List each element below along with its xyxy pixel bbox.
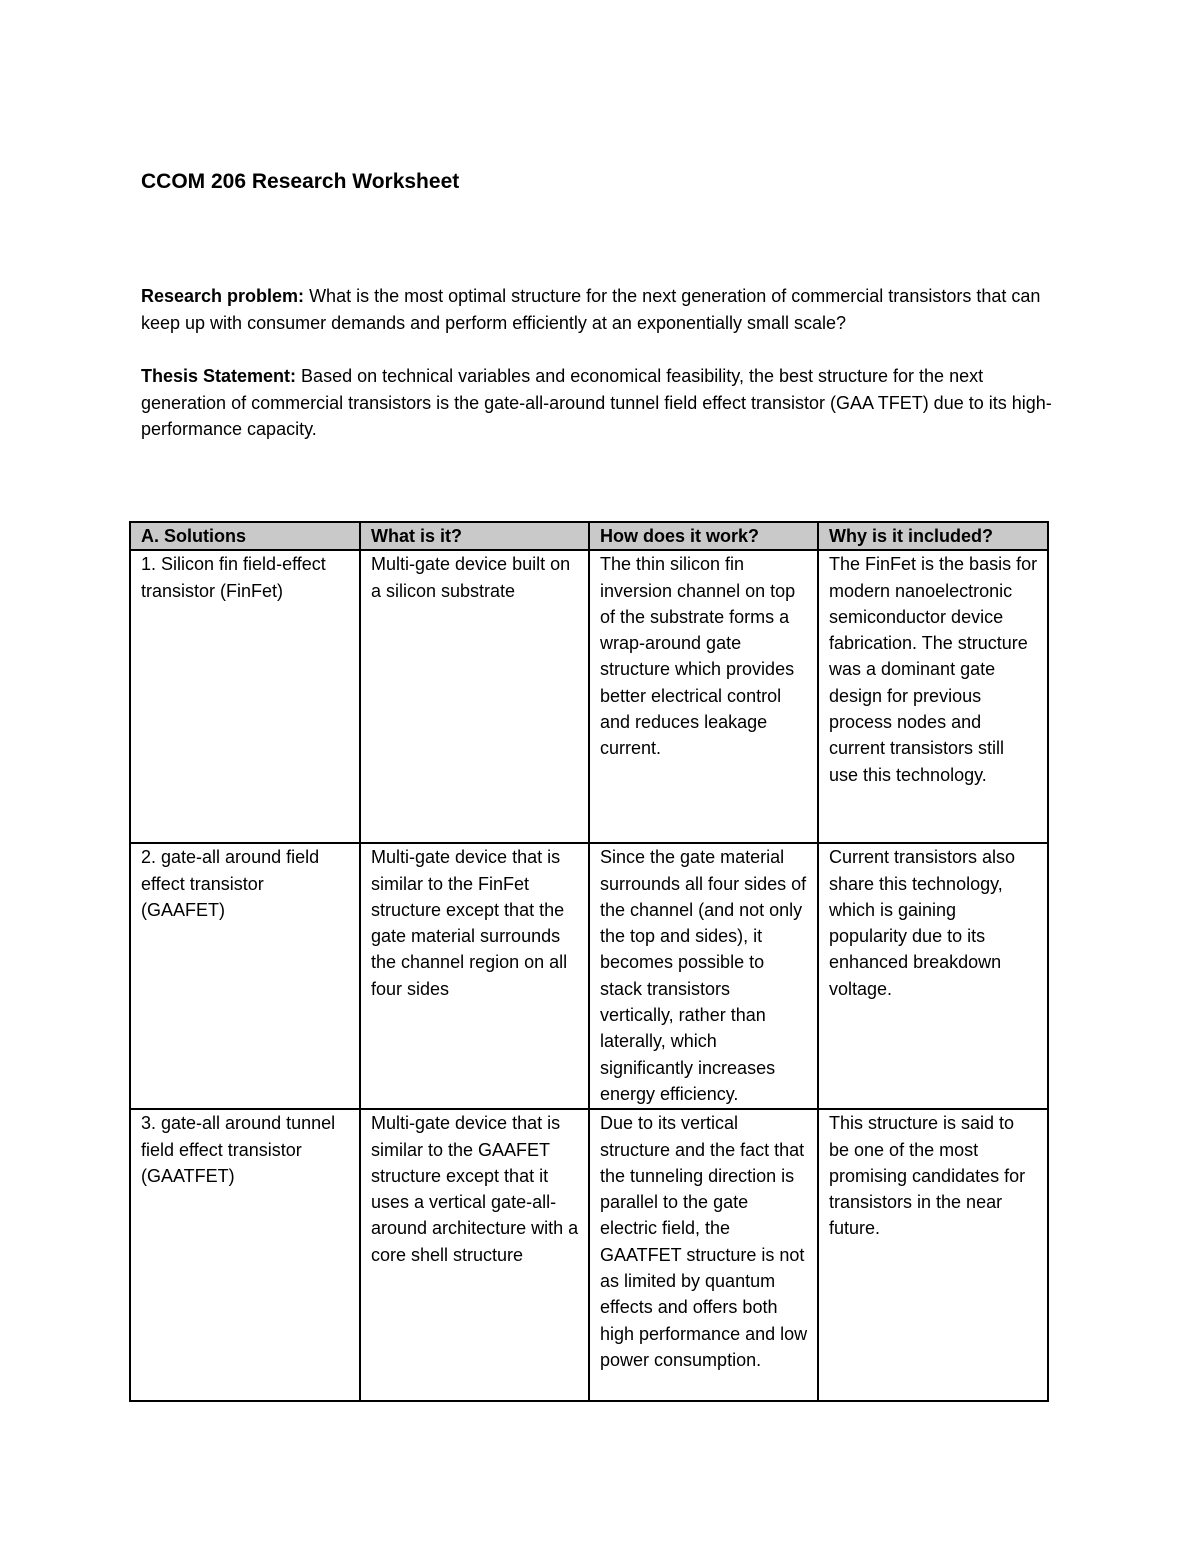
research-problem-text: What is the most optimal structure for the next generation of commercial transistors that can keep up with consumer demands and perform efficiently at an exponentially small scale?: [141, 286, 1041, 333]
solution-why: Current transistors also share this technology, which is gaining popularity due to its enhanced breakdown voltage.: [818, 843, 1048, 1109]
solution-what: Multi-gate device built on a silicon substrate: [360, 550, 589, 843]
table-header-row: [130, 522, 1048, 550]
solution-how: Due to its vertical structure and the fact that the tunneling direction is parallel to the gate electric field, the GAATFET structure is not as limited by quantum effects and offers both high performance and low power consumption.: [589, 1109, 818, 1401]
header-how-does-it-work: How does it work?: [589, 522, 818, 550]
page-title: CCOM 206 Research Worksheet: [141, 170, 460, 193]
header-what-is-it: What is it?: [360, 522, 589, 550]
solution-why: The FinFet is the basis for modern nanoelectronic semiconductor device fabrication. The structure was a dominant gate design for previous process nodes and current transistors still use this technology.: [818, 550, 1048, 843]
header-why-included: Why is it included?: [818, 522, 1048, 550]
research-problem-label: Research problem:: [141, 286, 305, 306]
thesis-label: Thesis Statement:: [141, 366, 297, 386]
solution-how: Since the gate material surrounds all four sides of the channel (and not only the top and sides), it becomes possible to stack transistors vertically, rather than laterally, which significantly increases energy efficiency.: [589, 843, 818, 1109]
thesis-text: Based on technical variables and economical feasibility, the best structure for the next generation of commercial transistors is the gate-all-around tunnel field effect transistor (GAA TFET) due to its high-performance capacity.: [141, 366, 1052, 439]
table-row: [130, 843, 1048, 1109]
thesis-statement: [141, 363, 1066, 443]
table-row: [130, 550, 1048, 843]
solutions-table: [129, 521, 1049, 1402]
solution-why: This structure is said to be one of the most promising candidates for transistors in the near future.: [818, 1109, 1048, 1401]
solution-how: The thin silicon fin inversion channel on top of the substrate forms a wrap-around gate structure which provides better electrical control and reduces leakage current.: [589, 550, 818, 843]
solution-name: 1. Silicon fin field-effect transistor (FinFet): [130, 550, 360, 843]
table-row: [130, 1109, 1048, 1401]
research-problem: [141, 283, 1066, 336]
header-solutions: A. Solutions: [130, 522, 360, 550]
solution-name: 2. gate-all around field effect transistor (GAAFET): [130, 843, 360, 1109]
solution-what: Multi-gate device that is similar to the FinFet structure except that the gate material surrounds the channel region on all four sides: [360, 843, 589, 1109]
solution-what: Multi-gate device that is similar to the GAAFET structure except that it uses a vertical gate-all-around architecture with a core shell structure: [360, 1109, 589, 1401]
solution-name: 3. gate-all around tunnel field effect transistor (GAATFET): [130, 1109, 360, 1401]
